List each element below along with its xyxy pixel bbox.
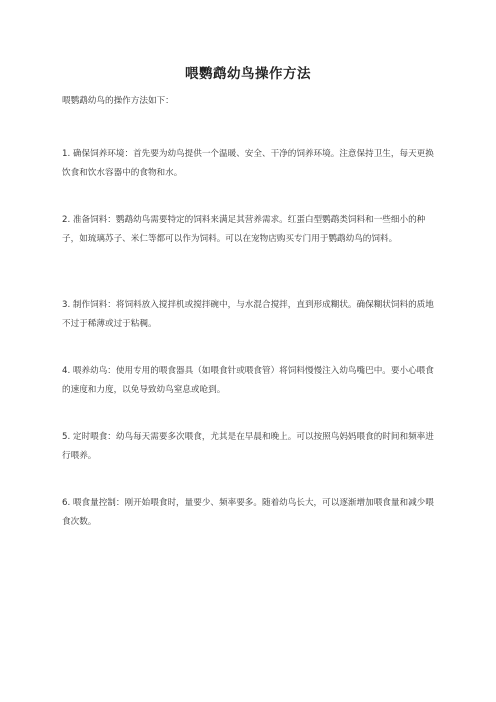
step-5-paragraph: 5. 定时喂食：幼鸟每天需要多次喂食，尤其是在早晨和晚上。可以按照鸟妈妈喂食的时间和频率进行喂养。	[62, 432, 434, 461]
document-title: 喂鹦鹉幼鸟操作方法	[185, 66, 311, 82]
step-6-paragraph: 6. 喂食量控制：刚开始喂食时，量要少、频率要多。随着幼鸟长大，可以逐渐增加喂食量和减少喂食次数。	[62, 498, 434, 527]
step-2-paragraph: 2. 准备饲料：鹦鹉幼鸟需要特定的饲料来满足其营养需求。红蛋白型鹦鹉类饲料和一些细小的种子，如琉璃苏子、米仁等都可以作为饲料。可以在宠物店购买专门用于鹦鹉幼鸟的饲料。	[62, 215, 426, 244]
step-4-paragraph: 4. 喂养幼鸟：使用专用的喂食器具（如喂食针或喂食管）将饲料慢慢注入幼鸟嘴巴中。要小心喂食的速度和力度，以免导致幼鸟窒息或呛到。	[62, 366, 434, 395]
step-3-paragraph: 3. 制作饲料：将饲料放入搅拌机或搅拌碗中，与水混合搅拌，直到形成糊状。确保糊状饲料的质地不过于稀薄或过于粘稠。	[62, 300, 434, 329]
step-1-paragraph: 1. 确保饲养环境：首先要为幼鸟提供一个温暖、安全、干净的饲养环境。注意保持卫生，每天更换饮食和饮水容器中的食物和水。	[62, 149, 434, 178]
intro-text: 喂鹦鹉幼鸟的操作方法如下：	[62, 96, 174, 106]
